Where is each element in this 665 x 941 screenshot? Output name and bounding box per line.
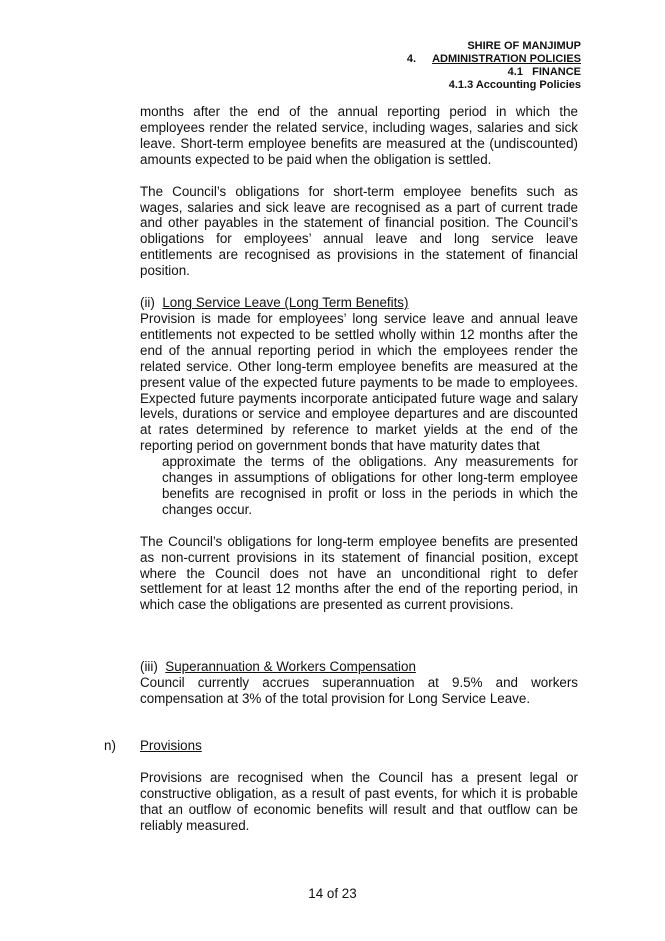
org-name: SHIRE OF MANJIMUP (467, 40, 581, 52)
subsection-heading: 4.1 FINANCE (507, 66, 581, 78)
long-service-number: (ii) (140, 295, 155, 311)
section-title: ADMINISTRATION POLICIES (432, 53, 581, 65)
paragraph-short-term-obligations: The Council’s obligations for short-term employee benefits such as wages, salaries and sick leave are recognised as a part of current trade and other payables in the statement of financial position. The Council’s obligations for employees’ annual leave and long service leave entitlements are recognised as provisions in the statement of financial position. (140, 183, 578, 279)
section-heading (407, 53, 581, 66)
document-body (140, 104, 578, 707)
section-number: 4. (406, 53, 417, 65)
section-provisions-title: Provisions (140, 738, 202, 753)
superannuation-number: (iii) (140, 659, 158, 675)
paragraph-long-service-provision: Provision is made for employees’ long service leave and annual leave entitlements not expected to be settled wholly within 12 months after the end of the annual reporting period in which the employees render the related service. Other long-term employee benefits are measured at the present value of the expected future payments to be made to employees. Expected future payments incorporate anticipated future wage and salary levels, durations or service and employee departures and are discounted at rates determined by reference to market yields at the end of the reporting period on government bonds that have maturity dates that (140, 310, 578, 454)
paragraph-short-term-benefits: months after the end of the annual reporting period in which the employees render the related service, including wages, salaries and sick leave. Short-term employee benefits are measured at the (undiscounted) amounts expected to be paid when the obligation is settled. (140, 104, 578, 167)
long-service-title: Long Service Leave (Long Term Benefits) (162, 295, 409, 311)
superannuation-heading (140, 659, 578, 675)
paragraph-superannuation: Council currently accrues superannuation at 9.5% and workers compensation at 3% of the total provision for Long Service Leave. (140, 675, 578, 707)
policy-heading: 4.1.3 Accounting Policies (448, 79, 581, 91)
paragraph-provisions: Provisions are recognised when the Council has a present legal or constructive obligation, as a result of past events, for which it is probable that an outflow of economic benefits will result and that outflow can be reliably measured. (140, 770, 578, 833)
section-provisions-number: n) (104, 738, 116, 753)
paragraph-long-service-continued: approximate the terms of the obligations. Any measurements for changes in assumptions of obligations for other long-term employee benefits are recognised in profit or loss in the periods in which the changes occur. (162, 454, 578, 517)
page-header (407, 40, 581, 92)
long-service-heading (140, 295, 578, 311)
page-number: 14 of 23 (308, 886, 357, 901)
superannuation-title: Superannuation & Workers Compensation (165, 659, 416, 675)
paragraph-long-term-obligations: The Council’s obligations for long-term employee benefits are presented as non-current provisions in its statement of financial position, except where the Council does not have an unconditional right to defer settlement for at least 12 months after the end of the reporting period, in which case the obligations are presented as current provisions. (140, 533, 578, 613)
